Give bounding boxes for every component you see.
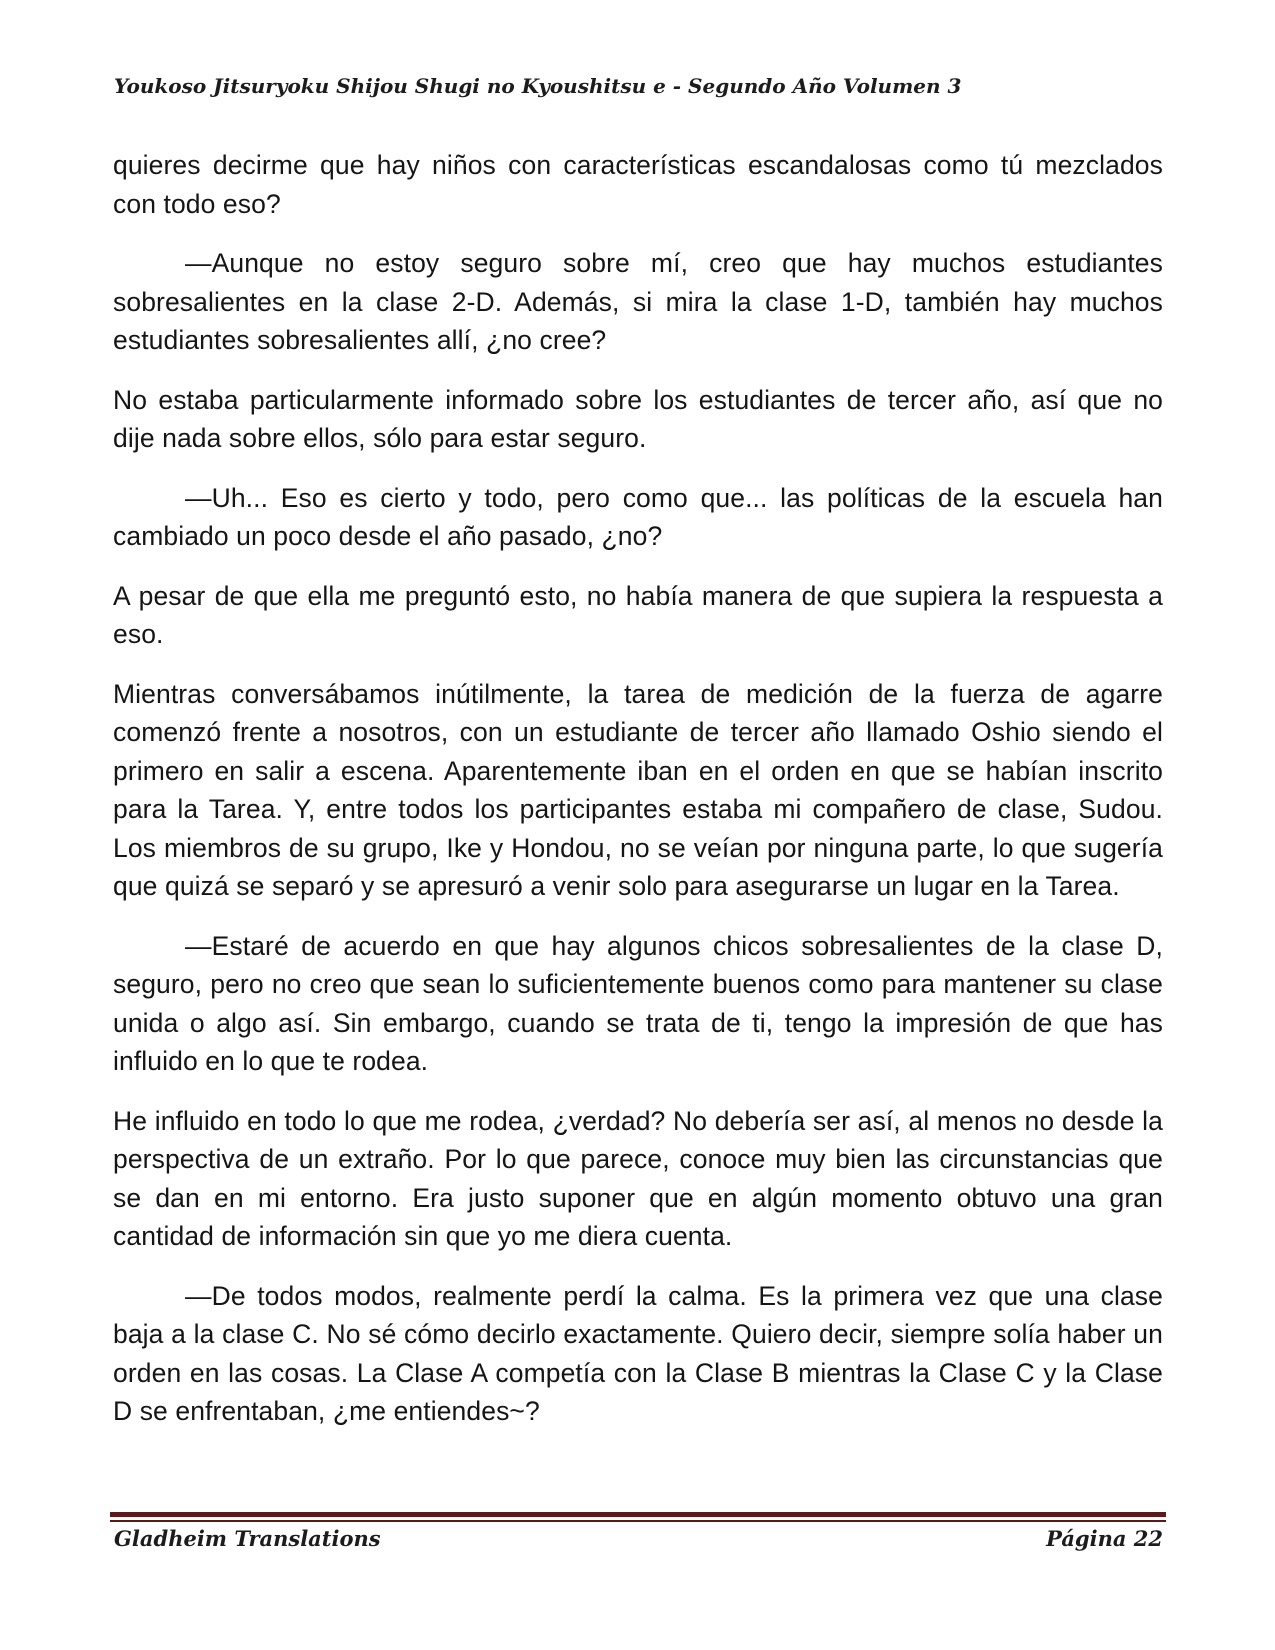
page-header-title: Youkoso Jitsuryoku Shijou Shugi no Kyoushitsu e - Segundo Año Volumen 3	[114, 74, 962, 98]
body-text	[113, 146, 1163, 1452]
paragraph-dialogue: —Estaré de acuerdo en que hay algunos chicos sobresalientes de la clase D, seguro, pero no creo que sean lo suficientemente buenos como para mantener su clase unida o algo así. Sin embargo, cuando se trata de ti, tengo la impresión de que has influido en lo que te rodea.	[113, 930, 1163, 1076]
page-number: Página 22	[1046, 1526, 1163, 1551]
paragraph-narration: He influido en todo lo que me rodea, ¿verdad? No debería ser así, al menos no desde la perspectiva de un extraño. Por lo que parece, conoce muy bien las circunstancias que se dan en mi entorno. Era justo suponer que en algún momento obtuvo una gran cantidad de información sin que yo me diera cuenta.	[113, 1105, 1163, 1251]
footer-divider-thin	[110, 1520, 1166, 1522]
paragraph-narration: Mientras conversábamos inútilmente, la tarea de medición de la fuerza de agarre comenzó frente a nosotros, con un estudiante de tercer año llamado Oshio siendo el primero en salir a escena. Aparentemente iban en el orden en que se habían inscrito para la Tarea. Y, entre todos los participantes estaba mi compañero de clase, Sudou. Los miembros de su grupo, Ike y Hondou, no se veían por ninguna parte, lo que sugería que quizá se separó y se apresuró a venir solo para asegurarse un lugar en la Tarea.	[113, 678, 1163, 901]
footer-divider	[110, 1512, 1166, 1517]
paragraph-narration: quieres decirme que hay niños con características escandalosas como tú mezclados con todo eso?	[113, 150, 1163, 219]
paragraph-narration: No estaba particularmente informado sobre los estudiantes de tercer año, así que no dije nada sobre ellos, sólo para estar seguro.	[113, 384, 1163, 453]
paragraph-dialogue: —Aunque no estoy seguro sobre mí, creo que hay muchos estudiantes sobresalientes en la clase 2-D. Además, si mira la clase 1-D, también hay muchos estudiantes sobresalientes allí, ¿no cree?	[113, 248, 1163, 355]
paragraph-dialogue: —De todos modos, realmente perdí la calma. Es la primera vez que una clase baja a la clase C. No sé cómo decirlo exactamente. Quiero decir, siempre solía haber un orden en las cosas. La Clase A competía con la Clase B mientras la Clase C y la Clase D se enfrentaban, ¿me entiendes~?	[113, 1280, 1163, 1426]
paragraph-narration: A pesar de que ella me preguntó esto, no había manera de que supiera la respuesta a eso.	[113, 580, 1163, 649]
footer-credit: Gladheim Translations	[114, 1526, 381, 1551]
paragraph-dialogue: —Uh... Eso es cierto y todo, pero como que... las políticas de la escuela han cambiado un poco desde el año pasado, ¿no?	[113, 482, 1163, 551]
